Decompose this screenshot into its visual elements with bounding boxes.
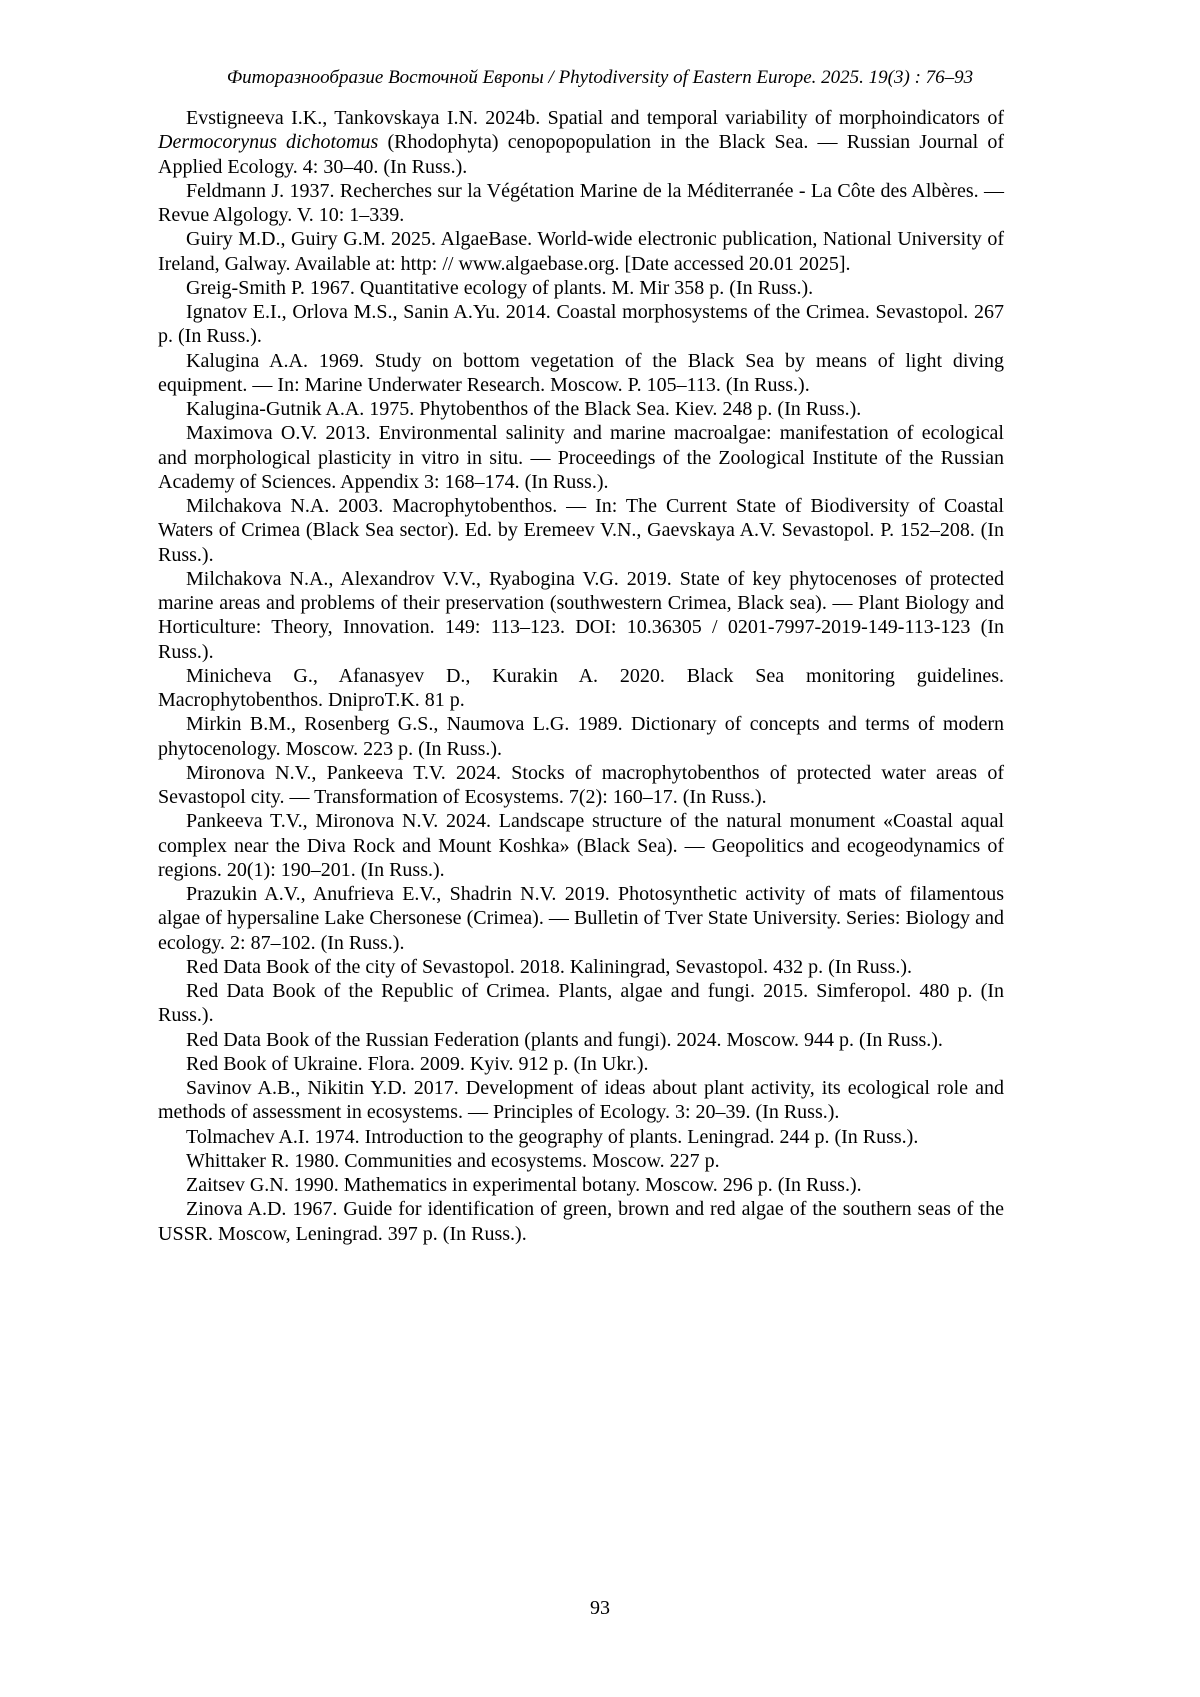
reference-text: Feldmann J. 1937. Recherches sur la Végétation Marine de la Méditerranée - La Côte des Albères. — Revue Algology. V. 10: 1–339. — [158, 179, 1004, 226]
reference-entry — [158, 882, 1004, 955]
reference-entry — [158, 1197, 1004, 1246]
reference-entry — [158, 179, 1004, 228]
reference-text: Tolmachev A.I. 1974. Introduction to the geography of plants. Leningrad. 244 p. (In Russ.). — [186, 1125, 919, 1148]
reference-text: Ignatov E.I., Orlova M.S., Sanin A.Yu. 2014. Coastal morphosystems of the Crimea. Sevastopol. 267 p. (In Russ.). — [158, 301, 1004, 348]
page-number: 93 — [590, 1597, 610, 1619]
reference-entry — [158, 809, 1004, 882]
reference-text: Red Book of Ukraine. Flora. 2009. Kyiv. 912 p. (In Ukr.). — [186, 1052, 649, 1075]
reference-entry — [158, 979, 1004, 1028]
reference-text: Prazukin A.V., Anufrieva E.V., Shadrin N.V. 2019. Photosynthetic activity of mats of filamentous algae of hypersaline Lake Chersonese (Crimea). — Bulletin of Tver State University. Series: Biology and ecology. 2: 87–102. (In Russ.). — [158, 883, 1004, 954]
reference-entry — [158, 664, 1004, 713]
reference-entry — [158, 494, 1004, 567]
reference-text: (Rhodophyta) cenopopopulation in the Black Sea. — Russian Journal of Applied Ecology. 4: 30–40. (In Russ.). — [158, 131, 1004, 178]
reference-text: Whittaker R. 1980. Communities and ecosystems. Moscow. 227 p. — [186, 1149, 720, 1172]
reference-text: Kalugina A.A. 1969. Study on bottom vegetation of the Black Sea by means of light diving equipment. — In: Marine Underwater Research. Moscow. P. 105–113. (In Russ.). — [158, 349, 1004, 396]
reference-entry — [158, 1173, 1004, 1197]
reference-entry — [158, 1052, 1004, 1076]
reference-text: Savinov A.B., Nikitin Y.D. 2017. Development of ideas about plant activity, its ecological role and methods of assessment in ecosystems. — Principles of Ecology. 3: 20–39. (In Russ.). — [158, 1077, 1004, 1124]
reference-text: Red Data Book of the city of Sevastopol. 2018. Kaliningrad, Sevastopol. 432 p. (In Russ.). — [186, 955, 913, 978]
reference-entry — [158, 1125, 1004, 1149]
reference-entry — [158, 955, 1004, 979]
reference-text: Red Data Book of the Russian Federation (plants and fungi). 2024. Moscow. 944 p. (In Russ.). — [186, 1028, 943, 1051]
reference-text: Milchakova N.A. 2003. Macrophytobenthos. — In: The Current State of Biodiversity of Coastal Waters of Crimea (Black Sea sector). Ed. by Eremeev V.N., Gaevskaya A.V. Sevastopol. P. 152–208. (In Russ.). — [158, 495, 1004, 566]
reference-text: Kalugina-Gutnik A.A. 1975. Phytobenthos of the Black Sea. Kiev. 248 p. (In Russ.). — [186, 398, 862, 420]
reference-entry — [158, 1076, 1004, 1125]
reference-text: Mironova N.V., Pankeeva T.V. 2024. Stocks of macrophytobenthos of protected water areas of Sevastopol city. — Transformation of Ecosystems. 7(2): 160–17. (In Russ.). — [158, 761, 1004, 808]
reference-text: Pankeeva T.V., Mironova N.V. 2024. Landscape structure of the natural monument «Coastal aqual complex near the Diva Rock and Mount Koshka» (Black Sea). — Geopolitics and ecogeodynamics of regions. 20(1): 190–201. (In Russ.). — [158, 810, 1004, 881]
reference-text: Red Data Book of the Republic of Crimea. Plants, algae and fungi. 2015. Simferopol. 480 p. (In Russ.). — [158, 980, 1004, 1027]
reference-text: Zaitsev G.N. 1990. Mathematics in experimental botany. Moscow. 296 p. (In Russ.). — [186, 1174, 862, 1196]
reference-text: Guiry M.D., Guiry G.M. 2025. AlgaeBase. World-wide electronic publication, National University of Ireland, Galway. Available at: http: // www.algaebase.org. [Date accessed 20.01 2025]. — [158, 228, 1004, 275]
reference-text: Greig-Smith P. 1967. Quantitative ecology of plants. M. Mir 358 p. (In Russ.). — [186, 276, 814, 299]
reference-text: Zinova A.D. 1967. Guide for identification of green, brown and red algae of the southern seas of the USSR. Moscow, Leningrad. 397 p. (In Russ.). — [158, 1198, 1004, 1245]
reference-entry — [158, 300, 1004, 349]
reference-text: Maximova O.V. 2013. Environmental salinity and marine macroalgae: manifestation of ecological and morphological plasticity in vitro in situ. — Proceedings of the Zoological Institute of the Russian Academy of Sciences. Appendix 3: 168–174. (In Russ.). — [158, 422, 1004, 493]
reference-entry — [158, 227, 1004, 276]
species-name: Dermocorynus dichotomus — [158, 131, 379, 154]
reference-text: Evstigneeva I.K., Tankovskaya I.N. 2024b. Spatial and temporal variability of morphoindicators of — [186, 107, 1004, 129]
reference-entry — [158, 349, 1004, 398]
reference-entry — [158, 1149, 1004, 1173]
reference-entry — [158, 421, 1004, 494]
reference-text: Mirkin B.M., Rosenberg G.S., Naumova L.G. 1989. Dictionary of concepts and terms of modern phytocenology. Moscow. 223 p. (In Russ.). — [158, 713, 1004, 760]
reference-entry — [158, 712, 1004, 761]
reference-entry — [158, 761, 1004, 810]
reference-entry — [158, 1028, 1004, 1052]
references-list — [158, 106, 1004, 1246]
reference-text: Milchakova N.A., Alexandrov V.V., Ryabogina V.G. 2019. State of key phytocenoses of protected marine areas and problems of their preservation (southwestern Crimea, Black sea). — Plant Biology and Horticulture: Theory, Innovation. 149: 113–123. DOI: 10.36305 / 0201-7997-2019-149-113-123 (In Russ.). — [158, 567, 1004, 663]
journal-running-title: Фиторазнообразие Восточной Европы / Phytodiversity of Eastern Europe. 2025. 19(3) : 76–93 — [226, 67, 974, 88]
reference-text: Minicheva G., Afanasyev D., Kurakin A. 2020. Black Sea monitoring guidelines. Macrophytobenthos. DniproT.K. 81 p. — [158, 664, 1004, 711]
reference-entry — [158, 106, 1004, 179]
reference-entry — [158, 567, 1004, 664]
reference-entry — [158, 276, 1004, 300]
reference-entry — [158, 397, 1004, 421]
